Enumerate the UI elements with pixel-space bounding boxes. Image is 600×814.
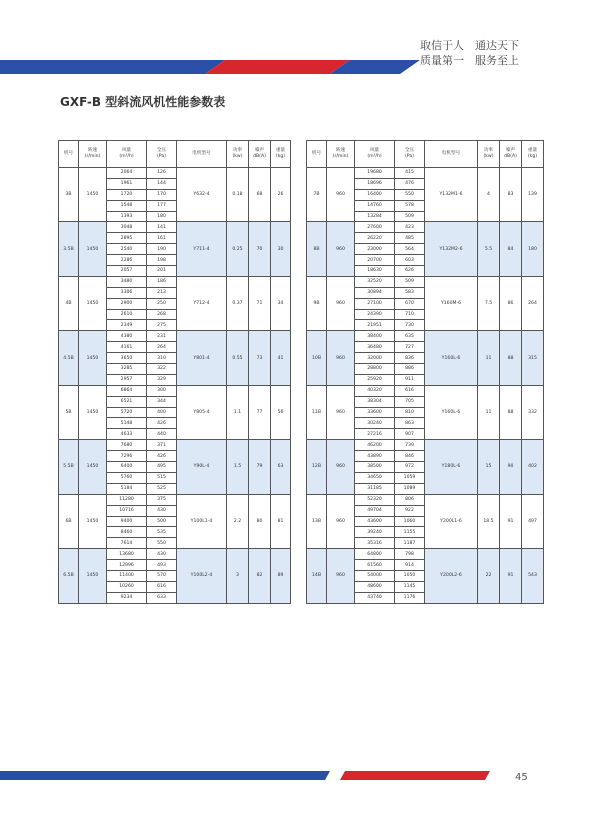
column-header: 机号 bbox=[307, 141, 327, 168]
pressure-cell: 798 bbox=[395, 549, 425, 560]
pressure-cell: 564 bbox=[395, 244, 425, 255]
weight-cell: 89 bbox=[271, 549, 291, 603]
right-parameter-table bbox=[306, 140, 544, 604]
pressure-cell: 180 bbox=[147, 211, 177, 222]
pressure-cell: 863 bbox=[395, 418, 425, 429]
pressure-cell: 907 bbox=[395, 429, 425, 440]
power-cell: 0.25 bbox=[227, 222, 249, 276]
weight-cell: 497 bbox=[522, 494, 544, 548]
pressure-cell: 509 bbox=[395, 276, 425, 287]
airflow-cell: 61560 bbox=[355, 560, 395, 571]
pressure-cell: 430 bbox=[147, 549, 177, 560]
airflow-cell: 2349 bbox=[107, 320, 147, 331]
airflow-cell: 40320 bbox=[355, 385, 395, 396]
airflow-cell: 54000 bbox=[355, 570, 395, 581]
airflow-cell: 2540 bbox=[107, 244, 147, 255]
pressure-cell: 186 bbox=[147, 276, 177, 287]
airflow-cell: 31185 bbox=[355, 483, 395, 494]
airflow-cell: 10260 bbox=[107, 581, 147, 592]
motor-cell: Y632-4 bbox=[177, 168, 227, 222]
column-header: 功率 (kw) bbox=[227, 141, 249, 168]
motor-cell: Y90L-4 bbox=[177, 440, 227, 494]
model-cell: 11B bbox=[307, 385, 327, 439]
pressure-cell: 710 bbox=[395, 309, 425, 320]
pressure-cell: 170 bbox=[147, 189, 177, 200]
power-cell: 0.55 bbox=[227, 331, 249, 385]
pressure-cell: 603 bbox=[395, 255, 425, 266]
pressure-cell: 670 bbox=[395, 298, 425, 309]
noise-cell: 88 bbox=[500, 385, 522, 439]
speed-cell: 1450 bbox=[79, 440, 107, 494]
airflow-cell: 1720 bbox=[107, 189, 147, 200]
pressure-cell: 1050 bbox=[395, 570, 425, 581]
pressure-cell: 400 bbox=[147, 407, 177, 418]
model-cell: 8B bbox=[307, 222, 327, 276]
power-cell: 11 bbox=[478, 385, 500, 439]
footer-decoration bbox=[0, 766, 600, 786]
airflow-cell: 13284 bbox=[355, 211, 395, 222]
column-header: 转速 (r/min) bbox=[327, 141, 355, 168]
table-row bbox=[307, 385, 544, 396]
speed-cell: 1450 bbox=[79, 222, 107, 276]
noise-cell: 83 bbox=[500, 168, 522, 222]
pressure-cell: 570 bbox=[147, 570, 177, 581]
airflow-cell: 4161 bbox=[107, 342, 147, 353]
noise-cell: 91 bbox=[500, 494, 522, 548]
pressure-cell: 161 bbox=[147, 233, 177, 244]
pressure-cell: 633 bbox=[147, 592, 177, 603]
motor-cell: Y801-4 bbox=[177, 331, 227, 385]
pressure-cell: 485 bbox=[395, 233, 425, 244]
pressure-cell: 705 bbox=[395, 396, 425, 407]
noise-cell: 79 bbox=[249, 440, 271, 494]
airflow-cell: 6521 bbox=[107, 396, 147, 407]
speed-cell: 1450 bbox=[79, 494, 107, 548]
column-header: 功率 (kw) bbox=[478, 141, 500, 168]
speed-cell: 960 bbox=[327, 331, 355, 385]
airflow-cell: 33600 bbox=[355, 407, 395, 418]
airflow-cell: 32520 bbox=[355, 276, 395, 287]
model-cell: 6B bbox=[59, 494, 79, 548]
column-header: 风量 (m³/h) bbox=[107, 141, 147, 168]
airflow-cell: 2064 bbox=[107, 168, 147, 179]
weight-cell: 34 bbox=[271, 276, 291, 330]
airflow-cell: 21951 bbox=[355, 320, 395, 331]
power-cell: 22 bbox=[478, 549, 500, 603]
pressure-cell: 1145 bbox=[395, 581, 425, 592]
airflow-cell: 18696 bbox=[355, 178, 395, 189]
airflow-cell: 30240 bbox=[355, 418, 395, 429]
pressure-cell: 727 bbox=[395, 342, 425, 353]
pressure-cell: 550 bbox=[147, 538, 177, 549]
power-cell: 1.5 bbox=[227, 440, 249, 494]
weight-cell: 56 bbox=[271, 385, 291, 439]
airflow-cell: 5184 bbox=[107, 483, 147, 494]
pressure-cell: 430 bbox=[147, 505, 177, 516]
power-cell: 3 bbox=[227, 549, 249, 603]
model-cell: 6.5B bbox=[59, 549, 79, 603]
airflow-cell: 24390 bbox=[355, 309, 395, 320]
airflow-cell: 7680 bbox=[107, 440, 147, 451]
airflow-cell: 10716 bbox=[107, 505, 147, 516]
airflow-cell: 9234 bbox=[107, 592, 147, 603]
pressure-cell: 310 bbox=[147, 353, 177, 364]
pressure-cell: 1187 bbox=[395, 538, 425, 549]
motor-cell: Y805-4 bbox=[177, 385, 227, 439]
power-cell: 18.5 bbox=[478, 494, 500, 548]
noise-cell: 77 bbox=[249, 385, 271, 439]
airflow-cell: 2057 bbox=[107, 266, 147, 277]
power-cell: 0.37 bbox=[227, 276, 249, 330]
airflow-cell: 7614 bbox=[107, 538, 147, 549]
column-header: 噪声 dB(A) bbox=[249, 141, 271, 168]
pressure-cell: 730 bbox=[395, 320, 425, 331]
pressure-cell: 972 bbox=[395, 462, 425, 473]
noise-cell: 88 bbox=[500, 331, 522, 385]
column-header: 电机型号 bbox=[425, 141, 478, 168]
pressure-cell: 375 bbox=[147, 494, 177, 505]
pressure-cell: 264 bbox=[147, 342, 177, 353]
model-cell: 13B bbox=[307, 494, 327, 548]
airflow-cell: 23000 bbox=[355, 244, 395, 255]
weight-cell: 315 bbox=[522, 331, 544, 385]
pressure-cell: 806 bbox=[395, 494, 425, 505]
model-cell: 9B bbox=[307, 276, 327, 330]
power-cell: 15 bbox=[478, 440, 500, 494]
airflow-cell: 19680 bbox=[355, 168, 395, 179]
airflow-cell: 2957 bbox=[107, 374, 147, 385]
airflow-cell: 2895 bbox=[107, 233, 147, 244]
model-cell: 10B bbox=[307, 331, 327, 385]
model-cell: 5B bbox=[59, 385, 79, 439]
weight-cell: 543 bbox=[522, 549, 544, 603]
pressure-cell: 739 bbox=[395, 440, 425, 451]
airflow-cell: 18630 bbox=[355, 266, 395, 277]
model-cell: 5.5B bbox=[59, 440, 79, 494]
column-header: 机号 bbox=[59, 141, 79, 168]
weight-cell: 26 bbox=[271, 168, 291, 222]
noise-cell: 80 bbox=[249, 494, 271, 548]
column-header: 重量 (kg) bbox=[271, 141, 291, 168]
table-row bbox=[307, 440, 544, 451]
table-row bbox=[59, 168, 291, 179]
noise-cell: 70 bbox=[249, 222, 271, 276]
column-header: 重量 (kg) bbox=[522, 141, 544, 168]
column-header: 全压 (Pa) bbox=[395, 141, 425, 168]
pressure-cell: 371 bbox=[147, 440, 177, 451]
pressure-cell: 500 bbox=[147, 516, 177, 527]
speed-cell: 960 bbox=[327, 440, 355, 494]
airflow-cell: 8460 bbox=[107, 527, 147, 538]
airflow-cell: 27216 bbox=[355, 429, 395, 440]
weight-cell: 41 bbox=[271, 331, 291, 385]
weight-cell: 81 bbox=[271, 494, 291, 548]
airflow-cell: 30894 bbox=[355, 287, 395, 298]
power-cell: 5.5 bbox=[478, 222, 500, 276]
weight-cell: 180 bbox=[522, 222, 544, 276]
airflow-cell: 16400 bbox=[355, 189, 395, 200]
table-row bbox=[59, 494, 291, 505]
power-cell: 1.1 bbox=[227, 385, 249, 439]
pressure-cell: 535 bbox=[147, 527, 177, 538]
noise-cell: 71 bbox=[249, 276, 271, 330]
airflow-cell: 6864 bbox=[107, 385, 147, 396]
noise-cell: 73 bbox=[249, 331, 271, 385]
airflow-cell: 38400 bbox=[355, 331, 395, 342]
airflow-cell: 64800 bbox=[355, 549, 395, 560]
airflow-cell: 3048 bbox=[107, 222, 147, 233]
airflow-cell: 4380 bbox=[107, 331, 147, 342]
pressure-cell: 268 bbox=[147, 309, 177, 320]
pressure-cell: 836 bbox=[395, 353, 425, 364]
airflow-cell: 28800 bbox=[355, 364, 395, 375]
motor-cell: Y200L2-6 bbox=[425, 549, 478, 603]
airflow-cell: 3285 bbox=[107, 364, 147, 375]
weight-cell: 63 bbox=[271, 440, 291, 494]
airflow-cell: 20700 bbox=[355, 255, 395, 266]
pressure-cell: 1155 bbox=[395, 527, 425, 538]
motor-cell: Y711-4 bbox=[177, 222, 227, 276]
pressure-cell: 415 bbox=[395, 168, 425, 179]
model-cell: 3.5B bbox=[59, 222, 79, 276]
airflow-cell: 5760 bbox=[107, 472, 147, 483]
motor-cell: Y160M-6 bbox=[425, 276, 478, 330]
pressure-cell: 578 bbox=[395, 200, 425, 211]
pressure-cell: 525 bbox=[147, 483, 177, 494]
airflow-cell: 26220 bbox=[355, 233, 395, 244]
pressure-cell: 1060 bbox=[395, 516, 425, 527]
weight-cell: 264 bbox=[522, 276, 544, 330]
weight-cell: 30 bbox=[271, 222, 291, 276]
table-row bbox=[307, 331, 544, 342]
airflow-cell: 11280 bbox=[107, 494, 147, 505]
table-header-row bbox=[307, 141, 544, 168]
speed-cell: 960 bbox=[327, 222, 355, 276]
airflow-cell: 27600 bbox=[355, 222, 395, 233]
motor-cell: Y132M2-6 bbox=[425, 222, 478, 276]
airflow-cell: 25920 bbox=[355, 374, 395, 385]
pressure-cell: 476 bbox=[395, 178, 425, 189]
airflow-cell: 43740 bbox=[355, 592, 395, 603]
pressure-cell: 515 bbox=[147, 472, 177, 483]
table-row bbox=[59, 549, 291, 560]
airflow-cell: 4633 bbox=[107, 429, 147, 440]
table-row bbox=[59, 385, 291, 396]
noise-cell: 90 bbox=[500, 440, 522, 494]
pressure-cell: 275 bbox=[147, 320, 177, 331]
pressure-cell: 616 bbox=[395, 385, 425, 396]
airflow-cell: 14760 bbox=[355, 200, 395, 211]
weight-cell: 332 bbox=[522, 385, 544, 439]
motor-cell: Y160L-6 bbox=[425, 385, 478, 439]
airflow-cell: 1961 bbox=[107, 178, 147, 189]
weight-cell: 402 bbox=[522, 440, 544, 494]
speed-cell: 1450 bbox=[79, 549, 107, 603]
model-cell: 4B bbox=[59, 276, 79, 330]
company-slogan bbox=[420, 38, 519, 68]
speed-cell: 1450 bbox=[79, 385, 107, 439]
table-row bbox=[59, 440, 291, 451]
pressure-cell: 583 bbox=[395, 287, 425, 298]
motor-cell: Y180L-6 bbox=[425, 440, 478, 494]
slogan-line-2: 质量第一 服务至上 bbox=[420, 54, 519, 67]
pressure-cell: 635 bbox=[395, 331, 425, 342]
pressure-cell: 177 bbox=[147, 200, 177, 211]
speed-cell: 1450 bbox=[79, 331, 107, 385]
pressure-cell: 1089 bbox=[395, 483, 425, 494]
pressure-cell: 495 bbox=[147, 462, 177, 473]
pressure-cell: 344 bbox=[147, 396, 177, 407]
model-cell: 4.5B bbox=[59, 331, 79, 385]
model-cell: 3B bbox=[59, 168, 79, 222]
airflow-cell: 6400 bbox=[107, 462, 147, 473]
table-row bbox=[59, 276, 291, 287]
pressure-cell: 616 bbox=[147, 581, 177, 592]
weight-cell: 139 bbox=[522, 168, 544, 222]
pressure-cell: 190 bbox=[147, 244, 177, 255]
pressure-cell: 300 bbox=[147, 385, 177, 396]
pressure-cell: 231 bbox=[147, 331, 177, 342]
airflow-cell: 52320 bbox=[355, 494, 395, 505]
speed-cell: 960 bbox=[327, 494, 355, 548]
airflow-cell: 49704 bbox=[355, 505, 395, 516]
table-header-row bbox=[59, 141, 291, 168]
airflow-cell: 3306 bbox=[107, 287, 147, 298]
speed-cell: 1450 bbox=[79, 168, 107, 222]
pressure-cell: 141 bbox=[147, 222, 177, 233]
airflow-cell: 7296 bbox=[107, 451, 147, 462]
noise-cell: 91 bbox=[500, 549, 522, 603]
speed-cell: 960 bbox=[327, 549, 355, 603]
column-header: 风量 (m³/h) bbox=[355, 141, 395, 168]
speed-cell: 960 bbox=[327, 385, 355, 439]
pressure-cell: 509 bbox=[395, 211, 425, 222]
table-row bbox=[59, 331, 291, 342]
airflow-cell: 5720 bbox=[107, 407, 147, 418]
table-row bbox=[59, 222, 291, 233]
table-row bbox=[307, 549, 544, 560]
left-parameter-table bbox=[58, 140, 291, 604]
table-row bbox=[307, 276, 544, 287]
airflow-cell: 12996 bbox=[107, 560, 147, 571]
table-row bbox=[307, 494, 544, 505]
airflow-cell: 5148 bbox=[107, 418, 147, 429]
airflow-cell: 32000 bbox=[355, 353, 395, 364]
motor-cell: Y100L1-4 bbox=[177, 494, 227, 548]
pressure-cell: 846 bbox=[395, 451, 425, 462]
airflow-cell: 9400 bbox=[107, 516, 147, 527]
column-header: 转速 (r/min) bbox=[79, 141, 107, 168]
airflow-cell: 3480 bbox=[107, 276, 147, 287]
pressure-cell: 886 bbox=[395, 364, 425, 375]
motor-cell: Y100L2-4 bbox=[177, 549, 227, 603]
speed-cell: 1450 bbox=[79, 276, 107, 330]
pressure-cell: 914 bbox=[395, 560, 425, 571]
page-title: GXF-B 型斜流风机性能参数表 bbox=[60, 95, 226, 109]
column-header: 全压 (Pa) bbox=[147, 141, 177, 168]
speed-cell: 960 bbox=[327, 276, 355, 330]
pressure-cell: 1176 bbox=[395, 592, 425, 603]
pressure-cell: 423 bbox=[395, 222, 425, 233]
pressure-cell: 493 bbox=[147, 560, 177, 571]
airflow-cell: 1548 bbox=[107, 200, 147, 211]
column-header: 噪声 dB(A) bbox=[500, 141, 522, 168]
pressure-cell: 322 bbox=[147, 364, 177, 375]
pressure-cell: 810 bbox=[395, 407, 425, 418]
pressure-cell: 426 bbox=[147, 418, 177, 429]
pressure-cell: 144 bbox=[147, 178, 177, 189]
power-cell: 2.2 bbox=[227, 494, 249, 548]
noise-cell: 68 bbox=[249, 168, 271, 222]
power-cell: 4 bbox=[478, 168, 500, 222]
model-cell: 7B bbox=[307, 168, 327, 222]
model-cell: 12B bbox=[307, 440, 327, 494]
airflow-cell: 1393 bbox=[107, 211, 147, 222]
power-cell: 0.18 bbox=[227, 168, 249, 222]
motor-cell: Y160L-6 bbox=[425, 331, 478, 385]
airflow-cell: 34650 bbox=[355, 472, 395, 483]
pressure-cell: 250 bbox=[147, 298, 177, 309]
airflow-cell: 36480 bbox=[355, 342, 395, 353]
airflow-cell: 46200 bbox=[355, 440, 395, 451]
slogan-line-1: 取信于人 通达天下 bbox=[420, 39, 519, 52]
airflow-cell: 3650 bbox=[107, 353, 147, 364]
noise-cell: 84 bbox=[500, 222, 522, 276]
pressure-cell: 911 bbox=[395, 374, 425, 385]
pressure-cell: 198 bbox=[147, 255, 177, 266]
table-row bbox=[307, 168, 544, 179]
noise-cell: 86 bbox=[500, 276, 522, 330]
pressure-cell: 426 bbox=[147, 451, 177, 462]
airflow-cell: 38304 bbox=[355, 396, 395, 407]
pressure-cell: 550 bbox=[395, 189, 425, 200]
airflow-cell: 11400 bbox=[107, 570, 147, 581]
pressure-cell: 213 bbox=[147, 287, 177, 298]
speed-cell: 960 bbox=[327, 168, 355, 222]
motor-cell: Y132M1-6 bbox=[425, 168, 478, 222]
airflow-cell: 39240 bbox=[355, 527, 395, 538]
pressure-cell: 922 bbox=[395, 505, 425, 516]
pressure-cell: 626 bbox=[395, 266, 425, 277]
airflow-cell: 13680 bbox=[107, 549, 147, 560]
pressure-cell: 329 bbox=[147, 374, 177, 385]
motor-cell: Y712-4 bbox=[177, 276, 227, 330]
airflow-cell: 43600 bbox=[355, 516, 395, 527]
airflow-cell: 2286 bbox=[107, 255, 147, 266]
airflow-cell: 48600 bbox=[355, 581, 395, 592]
power-cell: 7.5 bbox=[478, 276, 500, 330]
motor-cell: Y200L1-6 bbox=[425, 494, 478, 548]
airflow-cell: 2610 bbox=[107, 309, 147, 320]
power-cell: 11 bbox=[478, 331, 500, 385]
page-number: 45 bbox=[515, 772, 528, 783]
airflow-cell: 43890 bbox=[355, 451, 395, 462]
table-row bbox=[307, 222, 544, 233]
pressure-cell: 201 bbox=[147, 266, 177, 277]
airflow-cell: 35316 bbox=[355, 538, 395, 549]
airflow-cell: 27100 bbox=[355, 298, 395, 309]
pressure-cell: 126 bbox=[147, 168, 177, 179]
pressure-cell: 1059 bbox=[395, 472, 425, 483]
pressure-cell: 440 bbox=[147, 429, 177, 440]
airflow-cell: 38500 bbox=[355, 462, 395, 473]
model-cell: 14B bbox=[307, 549, 327, 603]
noise-cell: 82 bbox=[249, 549, 271, 603]
column-header: 电机型号 bbox=[177, 141, 227, 168]
airflow-cell: 2900 bbox=[107, 298, 147, 309]
